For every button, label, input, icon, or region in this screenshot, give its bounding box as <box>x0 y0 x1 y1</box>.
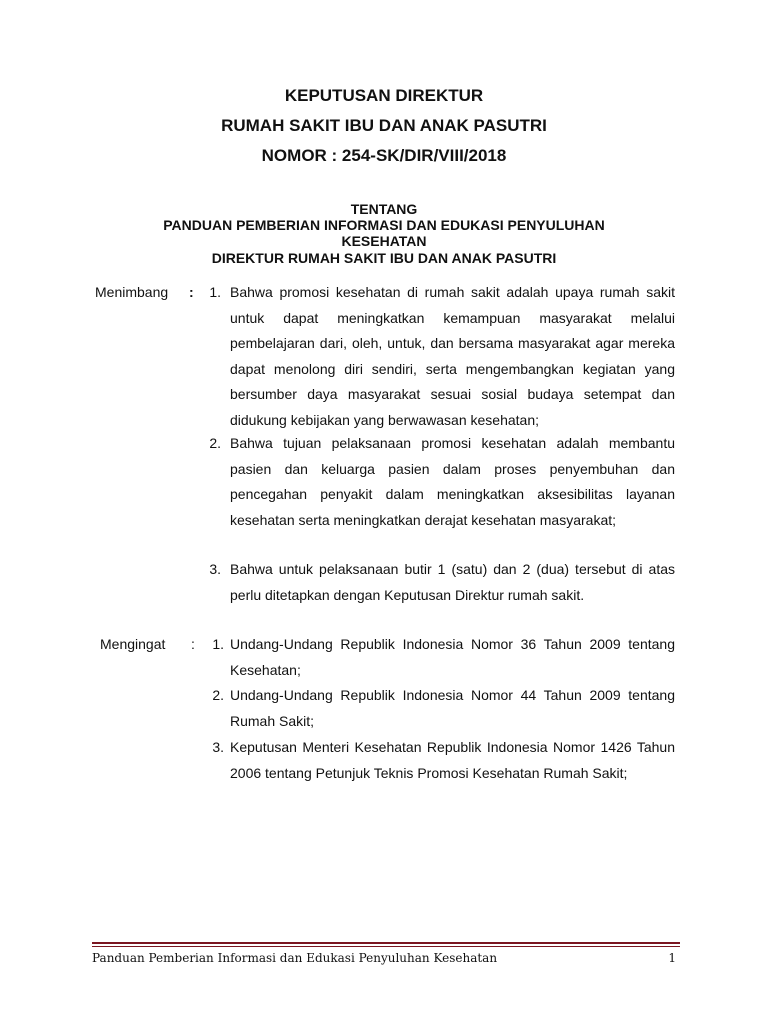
footer-title: Panduan Pemberian Informasi dan Edukasi Penyuluhan Kesehatan <box>92 951 498 965</box>
menimbang-item-3-number: 3. <box>209 561 221 577</box>
menimbang-item-2-number: 2. <box>209 435 221 451</box>
tentang-heading: TENTANG <box>350 201 418 217</box>
mengingat-colon: : <box>191 636 195 652</box>
menimbang-label: Menimbang <box>95 284 169 300</box>
menimbang-item-1-number: 1. <box>209 284 221 300</box>
menimbang-colon: : <box>189 284 194 300</box>
subject-line-3: DIREKTUR RUMAH SAKIT IBU DAN ANAK PASUTRI <box>211 250 557 266</box>
page-number: 1 <box>668 951 676 965</box>
decree-title: KEPUTUSAN DIREKTUR <box>284 86 484 105</box>
menimbang-item-1: Bahwa promosi kesehatan di rumah sakit adalah upaya rumah sakit untuk dapat meningkatkan kemampuan masyarakat melalui pembelajaran dari, oleh, untuk, dan bersama masyarakat agar mereka dapat menolong diri sendiri, serta mengembangkan kegiatan yang bersumber daya masyarakat sesuai sosial budaya setempat dan didukung kebijakan yang berwawasan kesehatan; <box>230 284 675 428</box>
footer-divider-thin <box>92 946 680 947</box>
mengingat-item-3-number: 3. <box>212 739 224 755</box>
menimbang-item-2: Bahwa tujuan pelaksanaan promosi kesehatan adalah membantu pasien dan keluarga pasien dalam proses penyembuhan dan pencegahan penyakit dalam meningkatkan aksesibilitas layanan kesehatan serta meningkatkan derajat kesehatan masyarakat; <box>230 435 675 528</box>
mengingat-item-1: Undang-Undang Republik Indonesia Nomor 36 Tahun 2009 tentang Kesehatan; <box>230 636 675 678</box>
footer-divider-thick <box>92 942 680 944</box>
subject-line-1: PANDUAN PEMBERIAN INFORMASI DAN EDUKASI PENYULUHAN <box>163 217 605 233</box>
mengingat-item-2-number: 2. <box>212 687 224 703</box>
mengingat-item-3: Keputusan Menteri Kesehatan Republik Indonesia Nomor 1426 Tahun 2006 tentang Petunjuk Teknis Promosi Kesehatan Rumah Sakit; <box>230 739 675 781</box>
mengingat-item-1-number: 1. <box>212 636 224 652</box>
mengingat-item-2: Undang-Undang Republik Indonesia Nomor 44 Tahun 2009 tentang Rumah Sakit; <box>230 687 675 729</box>
mengingat-label: Mengingat <box>100 636 166 652</box>
decree-number: NOMOR : 254-SK/DIR/VIII/2018 <box>261 146 507 165</box>
hospital-name: RUMAH SAKIT IBU DAN ANAK PASUTRI <box>221 116 547 135</box>
subject-line-2: KESEHATAN <box>341 233 427 249</box>
menimbang-item-3: Bahwa untuk pelaksanaan butir 1 (satu) dan 2 (dua) tersebut di atas perlu ditetapkan dengan Keputusan Direktur rumah sakit. <box>230 561 675 603</box>
